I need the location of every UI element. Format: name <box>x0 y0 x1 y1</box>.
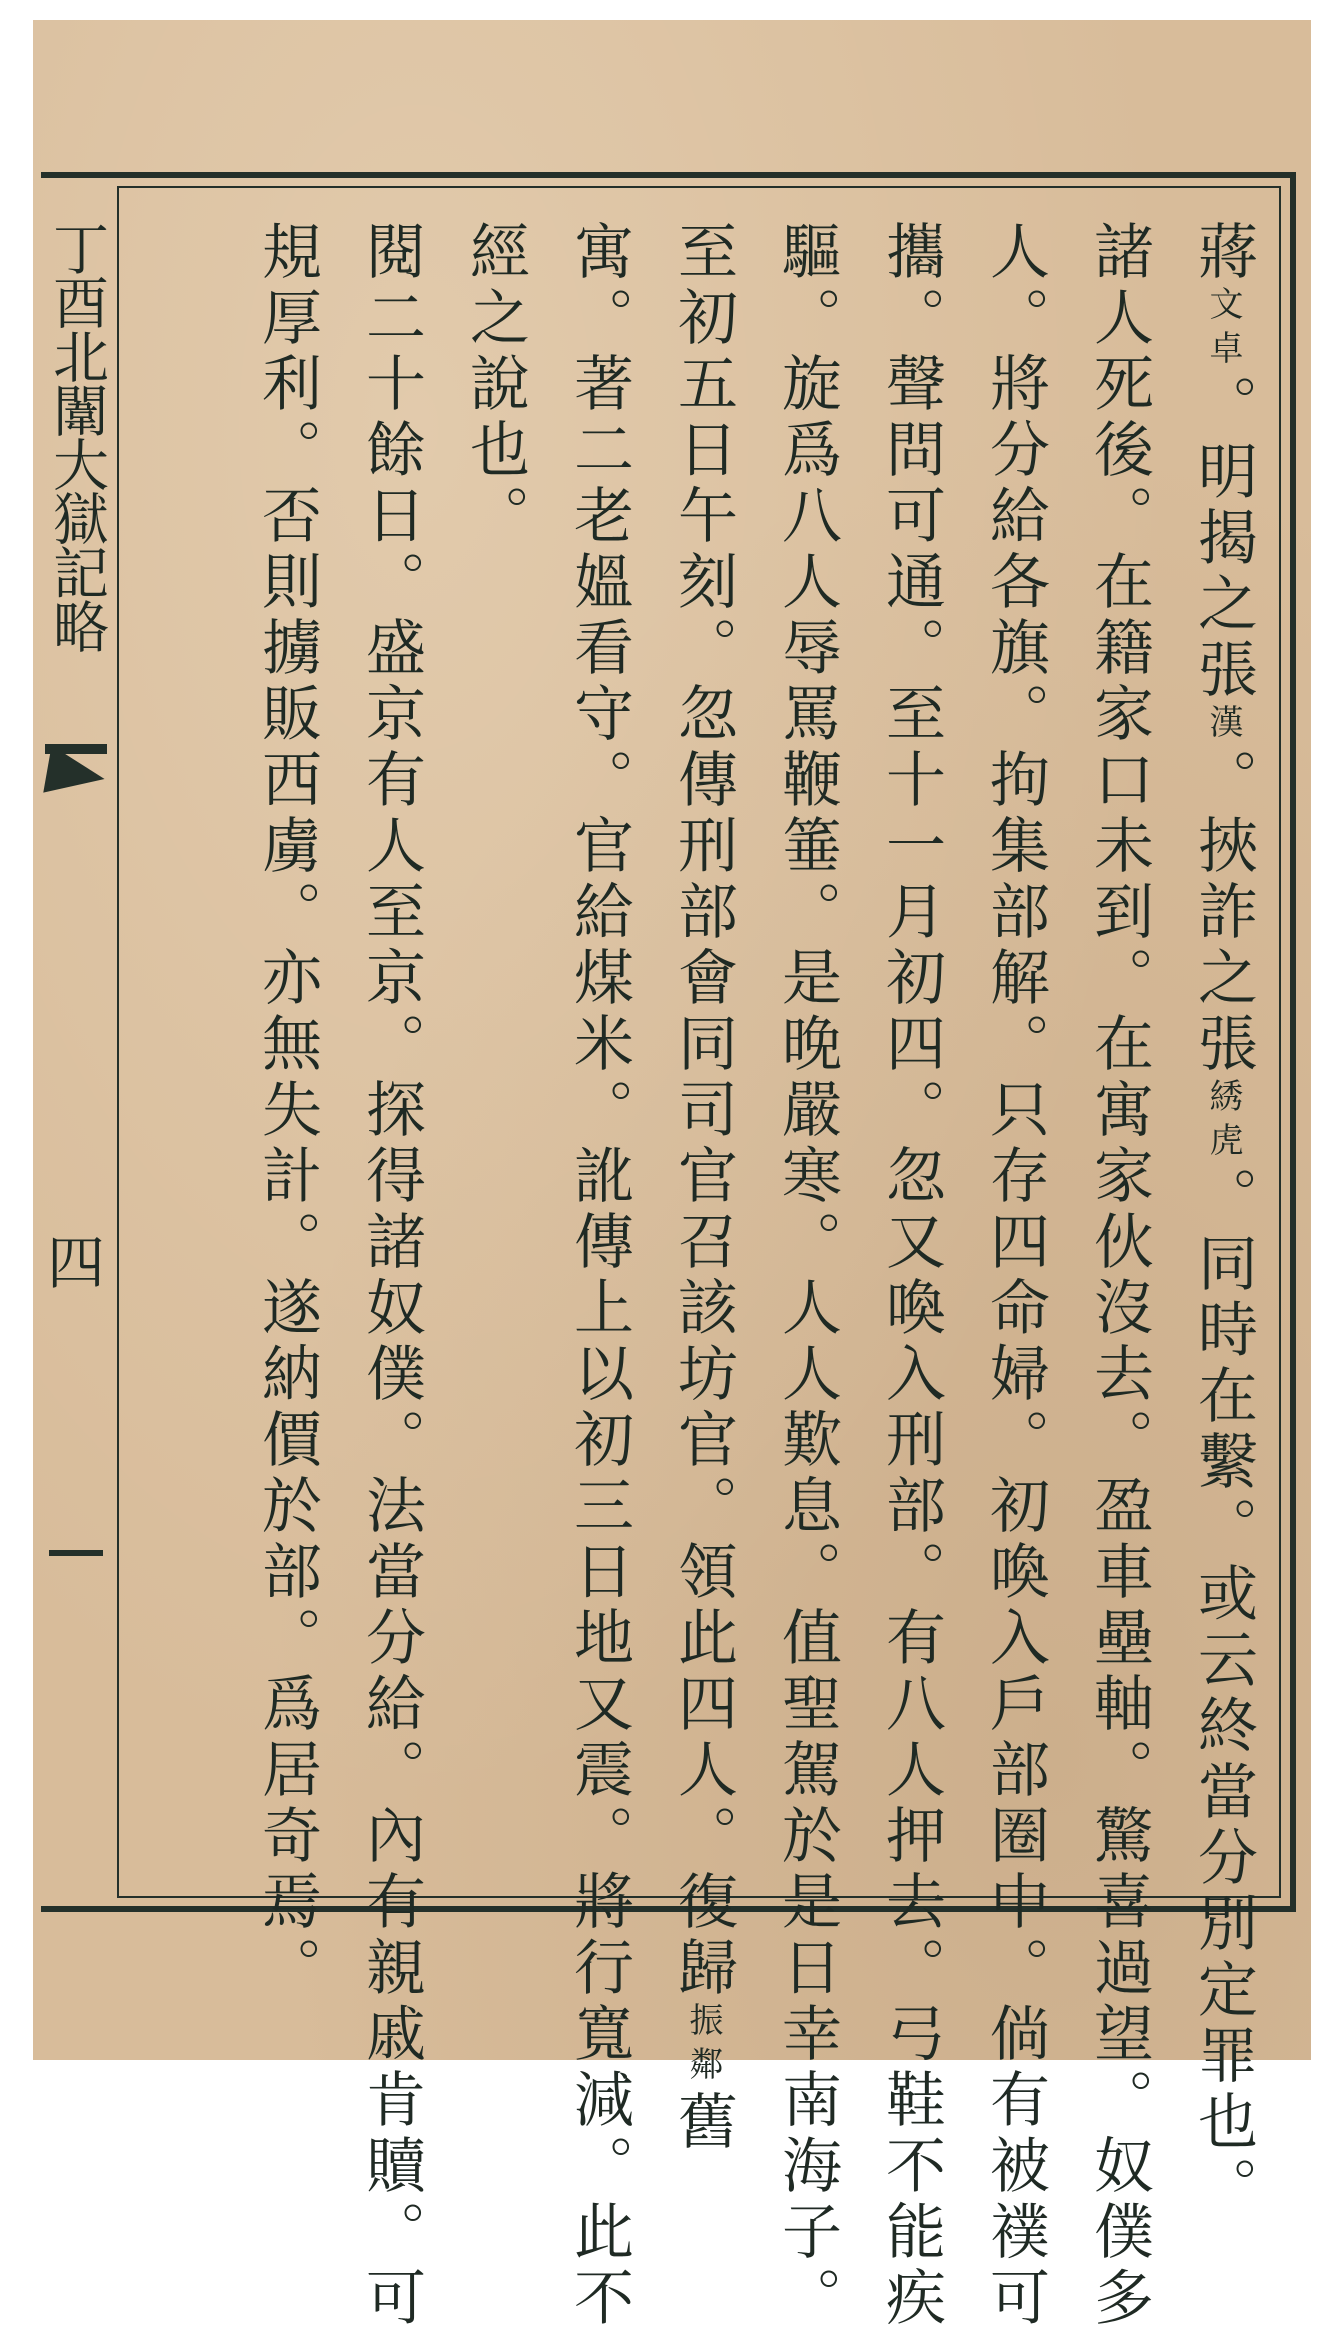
text-segment: 閱二十餘日。盛京有人至京。探得諸奴僕。法當分給。內有親戚肯贖。可 <box>356 220 426 2332</box>
interlinear-note: 振鄰 <box>683 2002 723 2090</box>
text-segment: 攜。聲問可通。至十一月初四。忽又喚入刑部。有八人押去。弓鞋不能疾 <box>876 220 946 2332</box>
text-column <box>341 220 441 2332</box>
text-segment: 。挾詐之張 <box>1188 748 1258 1078</box>
interlinear-note: 文卓 <box>1203 286 1243 374</box>
text-segment: 經之說也。 <box>460 220 530 550</box>
text-segment: 寓。著二老媼看守。官給煤米。訛傳上以初三日地又震。將行寬減。此不 <box>564 220 634 2332</box>
text-column <box>757 220 857 2332</box>
interlinear-note: 漢 <box>1203 704 1243 748</box>
interlinear-note: 綉虎 <box>1203 1078 1243 1166</box>
book-page <box>33 20 1311 2332</box>
text-column <box>861 220 961 2332</box>
text-segment: 蔣 <box>1188 220 1258 286</box>
text-segment: 人。將分給各旗。拘集部解。只存四命婦。初喚入戶部圈中。倘有被襆可 <box>980 220 1050 2332</box>
text-segment: 驅。旋爲八人辱罵鞭箠。是晚嚴寒。人人歎息。值聖駕於是日幸南海子。 <box>772 220 842 2332</box>
spine-divider <box>49 1550 103 1556</box>
text-column <box>1069 220 1169 2332</box>
text-column <box>549 220 649 2332</box>
page-number: 四 <box>46 1229 105 1297</box>
text-segment: 至初五日午刻。忽傳刑部會同司官召該坊官。領此四人。復歸 <box>668 220 738 2002</box>
text-segment: 。同時在繫。或云終當分別定罪也。 <box>1188 1166 1258 2222</box>
text-column <box>653 220 753 2156</box>
text-column <box>445 220 545 1890</box>
text-body <box>183 220 1273 2332</box>
text-column <box>965 220 1065 2332</box>
book-title: 丁酉北闈大獄記略 <box>44 220 109 652</box>
page-spine <box>43 220 109 1900</box>
fish-tail-icon <box>43 745 108 802</box>
text-segment: 規厚利。否則擄販西虜。亦無失計。遂納價於部。爲居奇焉。 <box>252 220 322 2002</box>
text-segment: 舊 <box>668 2090 738 2156</box>
text-segment: 。明揭之張 <box>1188 374 1258 704</box>
text-column <box>237 220 337 2002</box>
text-segment: 諸人死後。在籍家口未到。在寓家伙沒去。盈車壘軸。驚喜過望。奴僕多 <box>1084 220 1154 2332</box>
text-column <box>1173 220 1273 2222</box>
